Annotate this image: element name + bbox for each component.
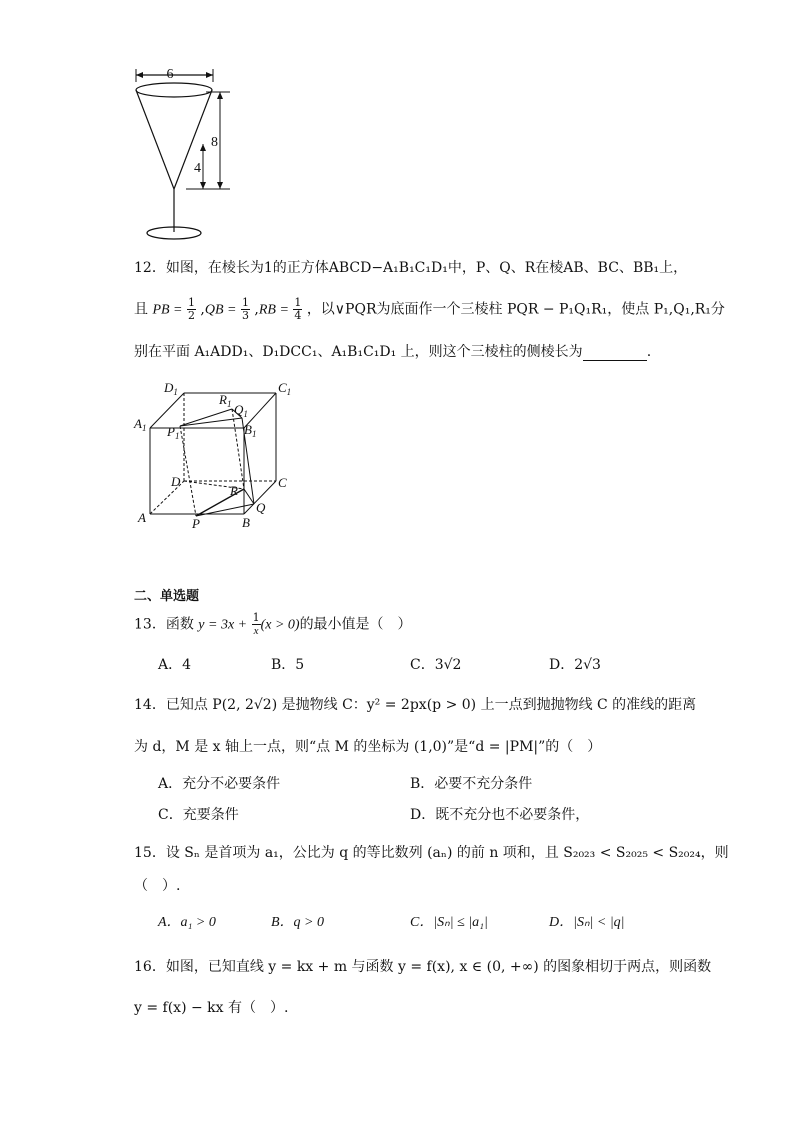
q12-frac-qb: $\frac{1}{3}$ bbox=[241, 296, 249, 322]
q15-option-d: D．|Sₙ| < |q| bbox=[549, 915, 625, 930]
q15-option-b: B．q > 0 bbox=[271, 915, 324, 930]
label-P: P bbox=[192, 516, 200, 531]
q12-line3: 别在平面 A₁ADD₁、D₁DCC₁、A₁B₁C₁D₁ 上，则这个三棱柱的侧棱长为 . bbox=[134, 344, 652, 360]
label-C1: $C_1$ bbox=[278, 380, 292, 397]
q12-frac-rb: $\frac{1}{4}$ bbox=[294, 296, 302, 322]
cube-figure bbox=[130, 376, 300, 536]
label-P1: $P_1$ bbox=[167, 424, 180, 441]
q14-line1: 14．已知点 P(2, 2√2) 是抛物线 C：y² = 2px(p > 0) 上一点到抛抛物线 C 的准线的距离 bbox=[134, 697, 697, 713]
q13-frac: $\frac{1}{x}$ bbox=[252, 611, 260, 637]
label-A: A bbox=[138, 510, 146, 525]
glass-width-label: 6 bbox=[166, 67, 174, 82]
q15-option-c: C．|Sₙ| ≤ |a₁| bbox=[410, 915, 488, 930]
label-B1: $B_1$ bbox=[244, 422, 257, 439]
label-D: D bbox=[171, 474, 181, 489]
q14-option-b: B．必要不充分条件 bbox=[410, 776, 533, 792]
label-Q1: $Q_1$ bbox=[234, 402, 248, 419]
q14-option-c: C．充要条件 bbox=[158, 807, 239, 823]
label-R: R bbox=[230, 483, 238, 498]
q15-option-a: A．a₁ > 0 bbox=[158, 915, 216, 930]
label-C: C bbox=[278, 475, 287, 490]
q13-option-d: D．2√3 bbox=[549, 657, 601, 673]
q12-line2: 且 PB = $\frac{1}{2}$ ,QB = $\frac{1}{3}$ ,RB = $\frac{1}{4}$ ，以∨PQR为底面作一个三棱柱 PQR − P₁Q₁R₁，使点 P₁,Q₁,R₁分 bbox=[134, 296, 725, 322]
glass-height-liquid-label: 4 bbox=[194, 161, 201, 176]
q13-option-a: A．4 bbox=[158, 657, 192, 673]
q12-line1: 12．如图，在棱长为1的正方体ABCD−A₁B₁C₁D₁中，P、Q、R在棱AB、BC、BB₁上， bbox=[134, 260, 688, 276]
glass-height-total-label: 8 bbox=[211, 135, 218, 150]
q16-line2: y = f(x) − kx 有（ ）. bbox=[134, 1000, 289, 1016]
q16-line1: 16．如图，已知直线 y = kx + m 与函数 y = f(x), x ∈ (0, +∞) 的图象相切于两点，则函数 bbox=[134, 959, 712, 975]
label-D1: $D_1$ bbox=[164, 380, 178, 397]
q14-line2: 为 d，M 是 x 轴上一点，则“点 M 的坐标为 (1,0)”是“d = |PM|”的（ ） bbox=[134, 739, 602, 755]
label-B: B bbox=[242, 515, 250, 530]
q13-option-b: B．5 bbox=[271, 657, 305, 673]
glass-figure bbox=[128, 64, 238, 244]
q13-option-c: C．3√2 bbox=[410, 657, 462, 673]
section-title: 二、单选题 bbox=[134, 589, 200, 604]
label-Q: Q bbox=[256, 500, 266, 515]
q13-stem: 13．函数 y = 3x + $\frac{1}{x}$ (x > 0)的最小值是（ ） bbox=[134, 611, 412, 637]
q15-line1: 15．设 Sₙ 是首项为 a₁，公比为 q 的等比数列 (aₙ) 的前 n 项和，且 S₂₀₂₃ < S₂₀₂₅ < S₂₀₂₄，则 bbox=[134, 845, 729, 861]
q12-frac-pb: $\frac{1}{2}$ bbox=[187, 296, 195, 322]
label-R1: $R_1$ bbox=[219, 392, 232, 409]
q14-option-a: A．充分不必要条件 bbox=[158, 776, 281, 792]
label-A1: $A_1$ bbox=[134, 416, 147, 433]
q14-option-d: D．既不充分也不必要条件， bbox=[410, 807, 590, 823]
q15-line2: （ ）. bbox=[134, 878, 181, 894]
answer-blank bbox=[583, 346, 647, 361]
